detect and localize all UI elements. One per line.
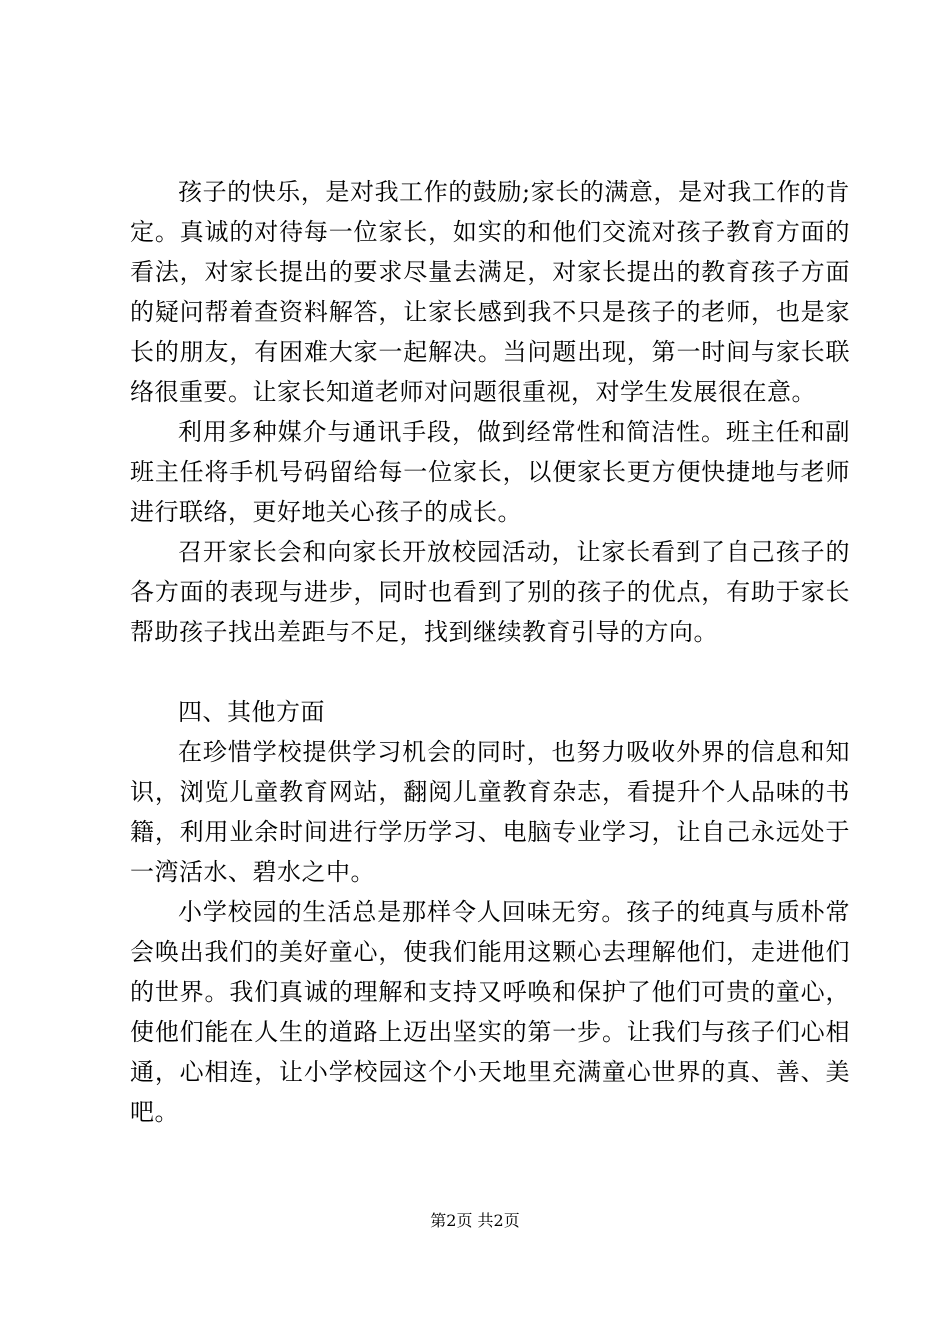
document-body [130, 172, 850, 1132]
paragraph-parent-meetings: 召开家长会和向家长开放校园活动，让家长看到了自己孩子的各方面的表现与进步，同时也看到了别的孩子的优点，有助于家长帮助孩子找出差距与不足，找到继续教育引导的方向。 [130, 538, 850, 646]
paragraph-campus-life: 小学校园的生活总是那样令人回味无穷。孩子的纯真与质朴常会唤出我们的美好童心，使我们能用这颗心去理解他们，走进他们的世界。我们真诚的理解和支持又呼唤和保护了他们可贵的童心，使他们能在人生的道路上迈出坚实的第一步。让我们与孩子们心相通，心相连，让小学校园这个小天地里充满童心世界的真、善、美吧。 [130, 898, 850, 1126]
section-gap [130, 652, 850, 692]
paragraph-contact-methods: 利用多种媒介与通讯手段，做到经常性和简洁性。班主任和副班主任将手机号码留给每一位家长，以便家长更方便快捷地与老师进行联络，更好地关心孩子的成长。 [130, 418, 850, 526]
section-heading-other: 四、其他方面 [178, 698, 325, 726]
page-number-footer: 第2页 共2页 [430, 1211, 520, 1230]
paragraph-parent-communication: 孩子的快乐，是对我工作的鼓励;家长的满意，是对我工作的肯定。真诚的对待每一位家长，如实的和他们交流对孩子教育方面的看法，对家长提出的要求尽量去满足，对家长提出的教育孩子方面的疑问帮着查资料解答，让家长感到我不只是孩子的老师，也是家长的朋友，有困难大家一起解决。当问题出现，第一时间与家长联络很重要。让家长知道老师对问题很重视，对学生发展很在意。 [130, 178, 850, 406]
paragraph-self-study: 在珍惜学校提供学习机会的同时，也努力吸收外界的信息和知识，浏览儿童教育网站，翻阅儿童教育杂志，看提升个人品味的书籍，利用业余时间进行学历学习、电脑专业学习，让自己永远处于一湾活水、碧水之中。 [130, 738, 850, 886]
